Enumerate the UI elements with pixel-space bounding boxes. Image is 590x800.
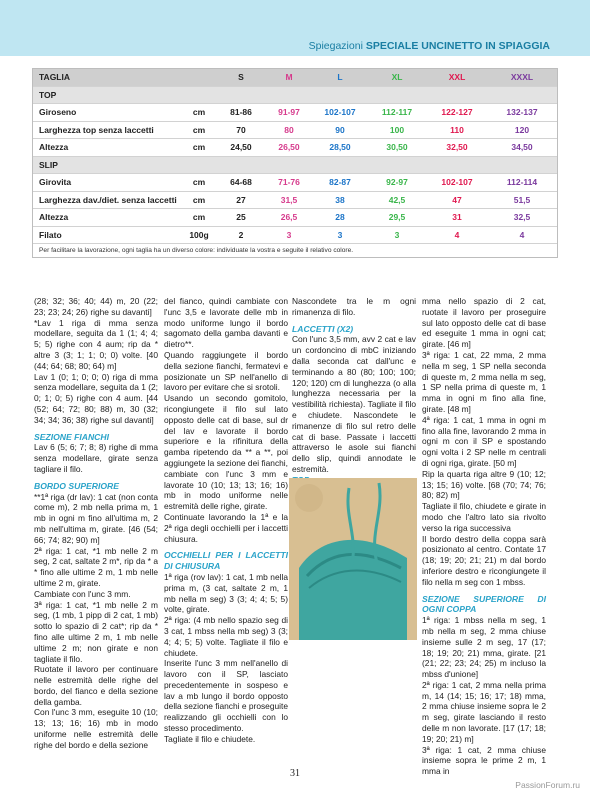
table-cell: Filato — [39, 229, 62, 240]
table-cell: 28 — [335, 212, 345, 223]
table-row — [33, 227, 557, 245]
table-cell: 3 — [394, 229, 400, 240]
table-cell: Giroseno — [39, 107, 77, 118]
table-cell: XXXL — [510, 72, 534, 83]
table-cell: 3 — [337, 229, 343, 240]
paragraph: 4ª riga: 1 cat, 1 mma in ogni m fino alla fine, lavorando 2 mma in ogni m con il SP e spostando ogni volta i 2 SP nelle m centrali di ogni riga, girate. [50 m] — [422, 414, 546, 468]
paragraph: 3ª riga: 1 cat, 22 mma, 2 mma nella m seg, 1 SP nella seconda di queste m, 2 mma nella m seg, 1 SP nella prima di queste m, 1 mma in ogni m fino alla fine, girate. [48 m] — [422, 349, 546, 414]
table-row — [33, 122, 557, 140]
paragraph: 1ª riga: 1 mbss nella m seg, 1 mb nella m seg, 2 mma chiuse insieme sulle 2 m seg, 17 (17; 18; 19; 20; 21) mma, girate. [21 (21; 22; 23; 24; 25) m incluso la mbss d'unione] — [422, 615, 546, 680]
paragraph: **1ª riga (dr lav): 1 cat (non conta come m), 2 mb nella prima m, 1 mb in ogni m fino all'ultima m, 2 mb nell'ultima m, girate. [46 (54; 66; 74; 82; 90) m] — [34, 491, 158, 545]
paragraph: 2ª riga: (4 mb nello spazio seg di 3 cat, 1 mbss nella mb seg) 3 (3; 4; 4; 5; 5) volte. Tagliate il filo e chiudete. — [164, 615, 288, 658]
bikini-photo — [289, 478, 417, 640]
table-row — [33, 192, 557, 210]
table-cell: 26,5 — [280, 212, 298, 223]
table-cell: XXL — [448, 72, 466, 83]
table-cell: 26,50 — [278, 142, 300, 153]
table-cell: 100g — [189, 229, 209, 240]
table-cell: 32,50 — [446, 142, 468, 153]
table-cell: 82-87 — [329, 177, 351, 188]
section-heading: OCCHIELLI PER I LACCETTI DI CHIUSURA — [164, 550, 288, 572]
paragraph: Con l'unc 3 mm, eseguite 10 (10; 13; 13; 16; 16) mb in modo uniforme nelle estremità delle righe del bordo e della sezione — [34, 707, 158, 750]
paragraph: Continuate lavorando la 1ª e la 2ª riga degli occhielli per i laccetti chiusura. — [164, 511, 288, 544]
table-cell: cm — [192, 212, 206, 223]
paragraph: Tagliate il filo e chiudete. — [164, 733, 256, 744]
paragraph: Il bordo destro della coppa sarà posizionato al centro. Contate 17 (18; 19; 20; 21; 21) m dal bordo inferiore destro e ricongiungete il filo nella m seg con 1 mbss. — [422, 533, 546, 587]
table-cell: 31 — [452, 212, 462, 223]
table-cell: 47 — [452, 194, 462, 205]
table-cell: cm — [192, 177, 206, 188]
table-cell: cm — [192, 194, 206, 205]
watermark: PassionForum.ru — [515, 780, 580, 790]
text-column-1 — [34, 296, 158, 751]
header-title: SPECIALE UNCINETTO IN SPIAGGIA — [365, 40, 550, 52]
table-cell: L — [337, 72, 343, 83]
table-cell: 64-68 — [230, 177, 252, 188]
table-cell: 112-117 — [381, 107, 413, 118]
table-cell: 2 — [238, 229, 244, 240]
section-header — [309, 40, 550, 54]
table-cell: 25 — [236, 212, 246, 223]
paragraph: Tagliate il filo, chiudete e girate in modo che l'altro lato sia rivolto verso la riga successiva — [422, 501, 546, 533]
paragraph: Lav 6 (5; 6; 7; 8; 8) righe di mma senza modellare, girate senza tagliare il filo. — [34, 442, 158, 474]
table-cell: 112-114 — [506, 177, 538, 188]
table-cell: 122-127 — [441, 107, 473, 118]
table-cell: 120 — [514, 124, 530, 135]
table-cell: 92-97 — [386, 177, 408, 188]
table-cell: 100 — [389, 124, 405, 135]
table-cell: XL — [391, 72, 403, 83]
table-section-row — [33, 157, 557, 175]
paragraph: Rip la quarta riga altre 9 (10; 12; 13; 15; 16) volte. [68 (70; 74; 76; 80; 82) m] — [422, 468, 546, 501]
section-heading: SEZIONE SUPERIORE DI OGNI COPPA — [422, 593, 546, 615]
section-heading: SEZIONE FIANCHI — [34, 431, 109, 442]
table-cell: cm — [192, 142, 206, 153]
table-cell: 110 — [450, 124, 464, 135]
size-table — [32, 68, 558, 258]
paragraph: (28; 32; 36; 40; 44) m, 20 (22; 23; 23; 24; 26) righe su davanti] — [34, 296, 158, 317]
table-cell: 80 — [284, 124, 294, 135]
section-label: TOP — [39, 89, 57, 100]
table-cell: TAGLIA — [39, 72, 71, 83]
table-section-row — [33, 87, 557, 105]
table-cell: 28,50 — [329, 142, 351, 153]
table-cell: 4 — [454, 229, 460, 240]
text-column-4 — [422, 296, 546, 777]
table-cell: Larghezza dav./diet. senza laccetti — [39, 194, 177, 205]
table-row — [33, 209, 557, 227]
table-cell: 30,50 — [386, 142, 408, 153]
paragraph: del fianco, quindi cambiate con l'unc 3,5 e lavorate delle mb in modo uniforme lungo il bordo sagomato della gamba davanti e dietro**. — [164, 296, 288, 350]
table-cell: S — [238, 72, 244, 83]
paragraph: mma nello spazio di 2 cat, ruotate il lavoro per proseguire sul lato opposto delle cat di base ed eseguite 1 mma in ogni cat; girate. [46 m] — [422, 296, 546, 350]
paragraph: Quando raggiungete il bordo della sezione fianchi, fermatevi e posizionate un SP nell'anello di lavoro per evitare che si srotoli. — [164, 349, 288, 393]
paragraph: *Lav 1 riga di mma senza modellare, seguita da 1 (1; 4; 4; 5; 5) righe con 4 aum; rip da * altre 3 (3; 1; 1; 0; 0) volte. [40 (44; 64; 68; 80; 64) m] — [34, 317, 158, 371]
table-note: Per facilitare la lavorazione, ogni taglia ha un diverso colore: individuate la vostra e seguite il relativo colore. — [39, 247, 354, 254]
paragraph: 1ª riga (rov lav): 1 cat, 1 mb nella prima m, (3 cat, saltate 2 m, 1 mb nella m seg) 3 (3; 4; 4; 5; 5) volte, girate. — [164, 571, 288, 615]
page-number: 31 — [290, 768, 300, 779]
section-label: SLIP — [39, 159, 58, 170]
table-cell: 71-76 — [278, 177, 300, 188]
table-cell: 38 — [335, 194, 345, 205]
table-cell: 31,5 — [280, 194, 298, 205]
table-cell: 24,50 — [230, 142, 252, 153]
table-cell: 4 — [519, 229, 525, 240]
header-prefix: Spiegazioni — [308, 40, 363, 52]
table-cell: 90 — [335, 124, 345, 135]
table-cell: 42,5 — [388, 194, 406, 205]
table-cell: 29,5 — [388, 212, 406, 223]
table-cell: Altezza — [39, 212, 69, 223]
table-cell: 91-97 — [278, 107, 300, 118]
paragraph: Ruotate il lavoro per continuare nelle estremità delle righe del bordo, del fianco e della sezione della gamba. — [34, 664, 158, 707]
section-heading: BORDO SUPERIORE — [34, 480, 119, 491]
paragraph: 3ª riga: 1 cat, *1 mb nelle 2 m seg, (1 mb, 1 pipp di 2 cat, 1 mb) sotto lo spazio di 2 cat*; rip da * fino alle ultime 2 m, 1 mb nelle ultime 2 m; non girate e non tagliate il filo. — [34, 599, 158, 664]
table-row — [33, 104, 557, 122]
table-cell: 70 — [236, 124, 246, 135]
table-cell: 27 — [236, 194, 246, 205]
paragraph: Usando un secondo gomitolo, ricongiungete il filo sul lato opposto delle cat di base, sul dr del lav e lavorate il bordo superiore e la rifinitura della gamba ripetendo da ** a **, poi aggiungete la sezione dei fianchi, cambiate con l'unc 3 mm e lavorate 10 (10; 13; 13; 16; 16) mb in modo uniforme nelle estremità delle righe, girate. — [164, 393, 288, 512]
paragraph: Lav 1 (0; 1; 0; 0; 0) riga di mma senza modellare, seguita da 1 (2; 0; 1; 0; 5) righe con 4 aum. [44 (52; 64; 72; 80; 88) m, 30 (32; 34; 34; 36; 38) righe sul davanti] — [34, 371, 158, 425]
table-cell: 81-86 — [230, 107, 252, 118]
section-heading: LACCETTI (X2) — [292, 323, 354, 334]
table-cell: 34,50 — [511, 142, 533, 153]
table-row — [33, 174, 557, 192]
paragraph: 2ª riga: 1 cat, 2 mma nella prima m, 14 (14; 15; 16; 17; 18) mma, 2 mma chiuse insieme sopra le 2 m seg, girate lasciando il resto delle m non lavorate. [17 (17; 18; 19; 20; 21) m] — [422, 679, 546, 744]
table-cell: 102-107 — [324, 107, 356, 118]
paragraph: Cambiate con l'unc 3 mm. — [34, 588, 131, 599]
table-cell: cm — [192, 124, 206, 135]
paragraph: Nascondete tra le m ogni rimanenza di filo. — [292, 296, 416, 317]
paragraph: 2ª riga: 1 cat, *1 mb nelle 2 m seg, 2 cat, saltate 2 m*, rip da * a * fino alle ultime 2 m, 1 mb nelle ultime 2 m, girate. — [34, 545, 158, 588]
paragraph: 3ª riga: 1 cat, 2 mma chiuse insieme sopra le prime 2 m, 1 mma in — [422, 744, 546, 777]
table-cell: 102-107 — [441, 177, 473, 188]
table-cell: cm — [192, 107, 206, 118]
table-cell: 32,5 — [513, 212, 531, 223]
table-cell: Larghezza top senza laccetti — [39, 124, 154, 135]
table-header-row — [33, 69, 557, 87]
table-cell: M — [285, 72, 293, 83]
table-row — [33, 139, 557, 157]
table-cell: Altezza — [39, 142, 69, 153]
paragraph: Inserite l'unc 3 mm nell'anello di lavoro con il SP, lasciato precedentemente in sospeso e lav a mb lungo il bordo opposto della sezione fianchi e proseguite realizzando gli occhielli con lo stesso procedimento. — [164, 658, 288, 734]
table-cell: 132-137 — [506, 107, 538, 118]
table-cell: 3 — [286, 229, 292, 240]
table-cell: Girovita — [39, 177, 72, 188]
paragraph: Con l'unc 3,5 mm, avv 2 cat e lav un cordoncino di mbC iniziando dalla seconda cat dall'unc e terminando a 80 (80; 100; 100; 120; 120) cm di lunghezza (o alla lunghezza necessaria per la vestibilità richiesta). Tagliate il filo e chiudete. Nascondete le rimanenze di filo sul retro delle cat di base. Passate i laccetti attraverso le asole sui fianchi dello slip, quindi annodate le estremità. — [292, 334, 416, 474]
text-column-2 — [164, 296, 288, 745]
table-cell: 51,5 — [513, 194, 531, 205]
